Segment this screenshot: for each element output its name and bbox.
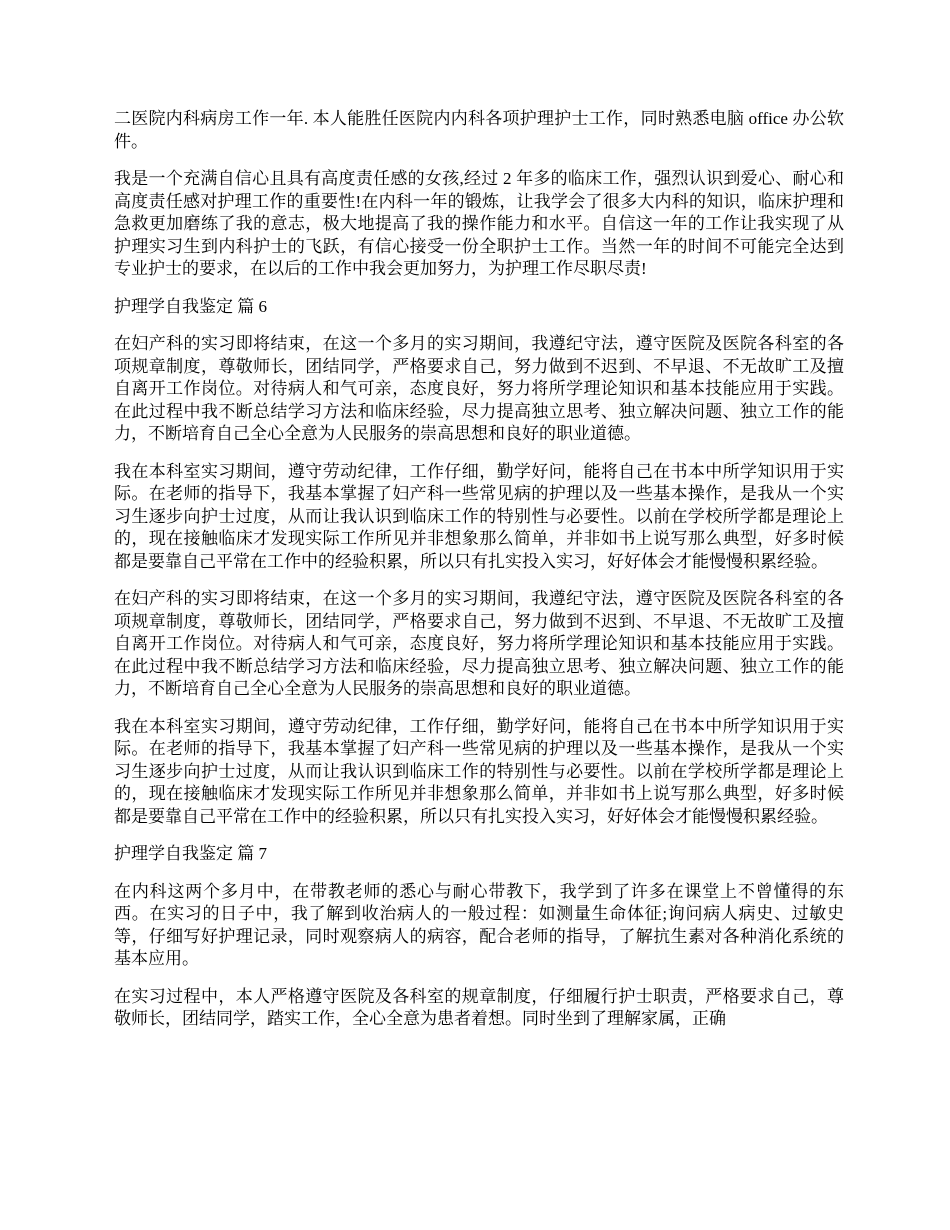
paragraph-department-2: 我在本科室实习期间，遵守劳动纪律，工作仔细，勤学好问，能将自己在书本中所学知识用于实际。在老师的指导下，我基本掌握了妇产科一些常见病的护理以及一些基本操作，是我从一个实习生逐步向护士过度，从而让我认识到临床工作的特别性与必要性。以前在学校所学都是理论上的，现在接触临床才发现实际工作所见并非想象那么简单，并非如书上说写那么典型，好多时候都是要靠自己平常在工作中的经验积累，所以只有扎实投入实习，好好体会才能慢慢积累经验。	[114, 716, 844, 826]
paragraph-obstetrics-1: 在妇产科的实习即将结束，在这一个多月的实习期间，我遵纪守法，遵守医院及医院各科室的各项规章制度，尊敬师长，团结同学，严格要求自己，努力做到不迟到、不早退、不无故旷工及擅自离开工作岗位。对待病人和气可亲，态度良好，努力将所学理论知识和基本技能应用于实践。在此过程中我不断总结学习方法和临床经验，尽力提高独立思考、独立解决问题、独立工作的能力，不断培育自己全心全意为人民服务的崇高思想和良好的职业道德。	[114, 334, 844, 443]
document-page	[114, 108, 844, 1046]
paragraph-obstetrics-2: 在妇产科的实习即将结束，在这一个多月的实习期间，我遵纪守法，遵守医院及医院各科室的各项规章制度，尊敬师长，团结同学，严格要求自己，努力做到不迟到、不早退、不无故旷工及擅自离开工作岗位。对待病人和气可亲，态度良好，努力将所学理论知识和基本技能应用于实践。在此过程中我不断总结学习方法和临床经验，尽力提高独立思考、独立解决问题、独立工作的能力，不断培育自己全心全意为人民服务的崇高思想和良好的职业道德。	[114, 589, 844, 698]
section-heading-6: 护理学自我鉴定 篇 6	[114, 296, 267, 316]
paragraph-self-summary: 我是一个充满自信心且具有高度责任感的女孩,经过 2 年多的临床工作，强烈认识到爱心、耐心和高度责任感对护理工作的重要性!在内科一年的锻炼，让我学会了很多大内科的知识，临床护理和急救更加磨练了我的意志，极大地提高了我的操作能力和水平。自信这一年的工作让我实现了从护理实习生到内科护士的飞跃，有信心接受一份全职护士工作。当然一年的时间不可能完全达到专业护士的要求，在以后的工作中我会更加努力，为护理工作尽职尽责!	[114, 169, 844, 278]
paragraph-internship-conduct: 在实习过程中，本人严格遵守医院及各科室的规章制度，仔细履行护士职责，严格要求自己，尊敬师长，团结同学，踏实工作，全心全意为患者着想。同时坐到了理解家属，正确	[114, 986, 844, 1028]
paragraph-intro-work: 二医院内科病房工作一年. 本人能胜任医院内内科各项护理护士工作，同时熟悉电脑 office 办公软件。	[114, 109, 844, 151]
section-heading-7: 护理学自我鉴定 篇 7	[114, 844, 267, 863]
paragraph-department-1: 我在本科室实习期间，遵守劳动纪律，工作仔细，勤学好问，能将自己在书本中所学知识用于实际。在老师的指导下，我基本掌握了妇产科一些常见病的护理以及一些基本操作，是我从一个实习生逐步向护士过度，从而让我认识到临床工作的特别性与必要性。以前在学校所学都是理论上的，现在接触临床才发现实际工作所见并非想象那么简单，并非如书上说写那么典型，好多时候都是要靠自己平常在工作中的经验积累，所以只有扎实投入实习，好好体会才能慢慢积累经验。	[114, 461, 844, 571]
paragraph-internal-medicine: 在内科这两个多月中，在带教老师的悉心与耐心带教下，我学到了许多在课堂上不曾懂得的东西。在实习的日子中，我了解到收治病人的一般过程：如测量生命体征;询问病人病史、过敏史等，仔细写好护理记录，同时观察病人的病容，配合老师的指导，了解抗生素对各种消化系统的基本应用。	[114, 881, 844, 968]
